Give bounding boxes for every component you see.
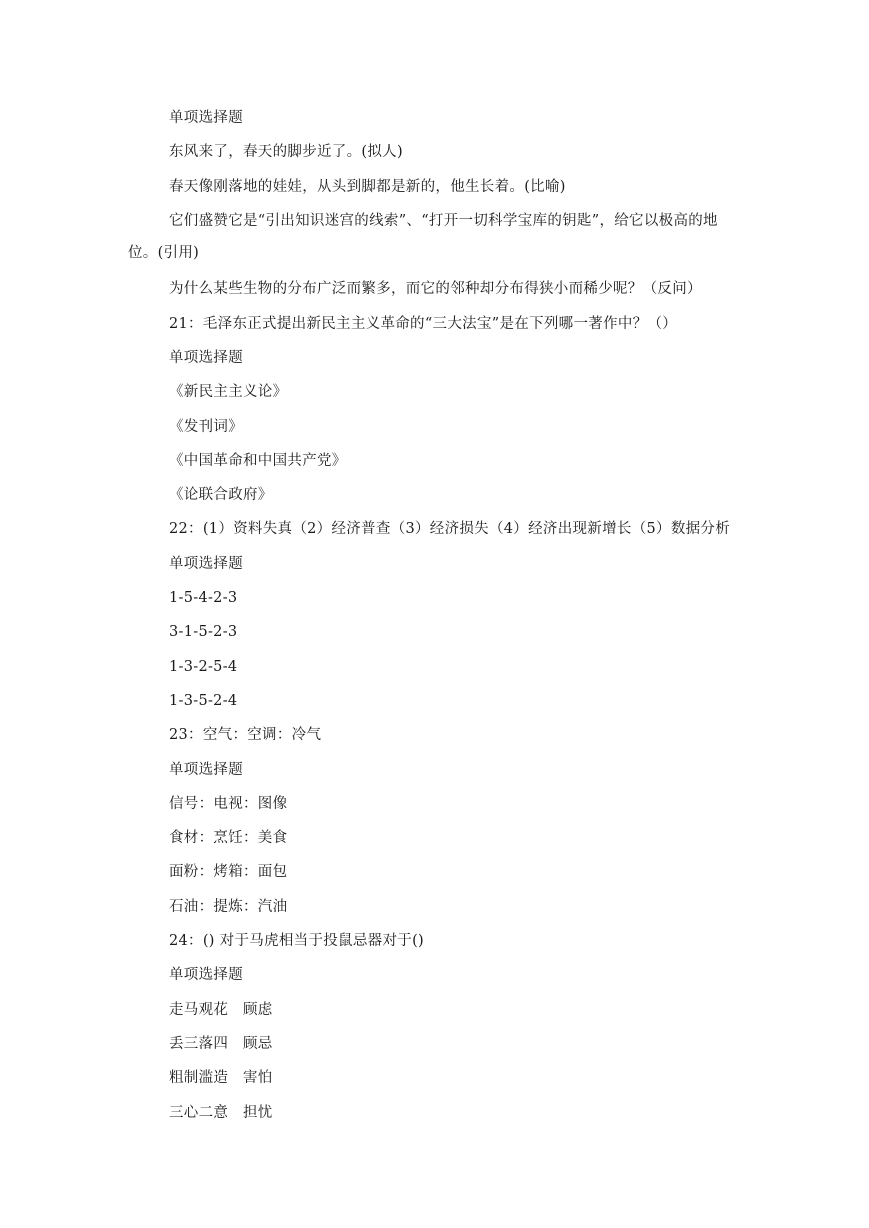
document-body — [128, 108, 748, 1137]
section-heading: 单项选择题 — [169, 110, 243, 126]
example-metaphor: 春天像刚落地的娃娃，从头到脚都是新的，他生长着。(比喻) — [169, 178, 566, 195]
question-24-option-b: 丢三落四 顾忌 — [169, 1035, 273, 1052]
question-23-type: 单项选择题 — [169, 761, 243, 778]
question-23-option-d: 石油：提炼：汽油 — [169, 898, 288, 915]
example-rhetorical-question: 为什么某些生物的分布广泛而繁多，而它的邻种却分布得狭小而稀少呢？（反问） — [169, 281, 702, 298]
question-24-option-c: 粗制滥造 害怕 — [169, 1070, 273, 1087]
question-24-option-a: 走马观花 顾虑 — [169, 1001, 273, 1018]
question-23-option-b: 食材：烹饪：美食 — [169, 830, 288, 847]
question-23: 23：空气：空调：冷气 — [169, 727, 322, 744]
question-21-option-c: 《中国革命和中国共产党》 — [169, 452, 347, 469]
question-22-option-c: 1-3-2-5-4 — [169, 658, 238, 675]
question-22: 22：(1）资料失真（2）经济普查（3）经济损失（4）经济出现新增长（5）数据分析 — [169, 521, 731, 538]
question-23-option-c: 面粉：烤箱：面包 — [169, 864, 288, 881]
question-24-type: 单项选择题 — [169, 967, 243, 984]
question-21-option-b: 《发刊词》 — [169, 418, 243, 435]
question-23-option-a: 信号：电视：图像 — [169, 795, 288, 812]
example-quotation-continued: 位。(引用) — [128, 244, 200, 261]
example-personification: 东风来了，春天的脚步近了。(拟人) — [169, 144, 403, 161]
question-24-option-d: 三心二意 担忧 — [169, 1104, 273, 1121]
question-21-option-a: 《新民主主义论》 — [169, 384, 288, 401]
question-24: 24：() 对于马虎相当于投鼠忌器对于() — [169, 933, 424, 950]
question-21-option-d: 《论联合政府》 — [169, 487, 273, 504]
question-21-type: 单项选择题 — [169, 349, 243, 366]
question-22-option-b: 3-1-5-2-3 — [169, 624, 238, 641]
question-22-type: 单项选择题 — [169, 555, 243, 572]
question-21: 21：毛泽东正式提出新民主主义革命的“三大法宝”是在下列哪一著作中？（） — [169, 315, 678, 332]
question-22-option-a: 1-5-4-2-3 — [169, 590, 238, 607]
question-22-option-d: 1-3-5-2-4 — [169, 692, 238, 709]
example-quotation: 它们盛赞它是“引出知识迷宫的线索”、“打开一切科学宝库的钥匙”，给它以极高的地 — [169, 212, 718, 229]
